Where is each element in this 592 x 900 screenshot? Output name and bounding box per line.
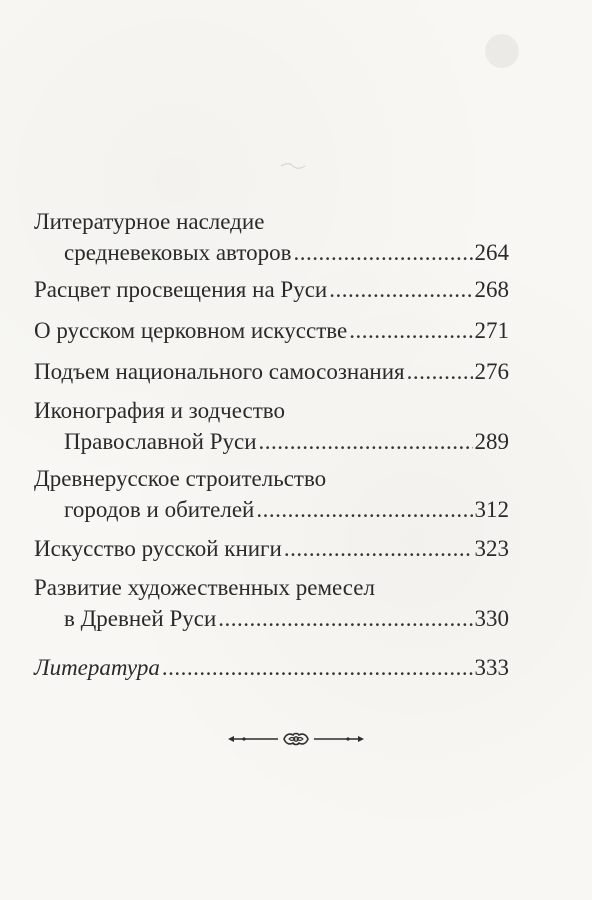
- toc-entry-title-line: Иконография и зодчество: [34, 398, 285, 423]
- toc-entry-title-line: Расцвет просвещения на Руси: [34, 277, 328, 302]
- dot-leader: [259, 426, 473, 457]
- dot-leader: [256, 494, 472, 525]
- page-number: 276: [474, 359, 509, 384]
- toc-entry-title-line: Подъем национального самосознания: [34, 359, 405, 384]
- page-number: 271: [474, 318, 509, 343]
- ornamental-divider-icon: [226, 729, 366, 749]
- dot-leader: [293, 237, 472, 268]
- dot-leader: [162, 652, 473, 683]
- toc-entry-title-line: Православной Руси: [64, 429, 257, 454]
- toc-entry[interactable]: [34, 315, 509, 346]
- toc-entry[interactable]: [34, 463, 509, 525]
- toc-entry-title-line: Искусство русской книги: [34, 536, 282, 561]
- toc-entry[interactable]: [34, 533, 509, 564]
- bleed-through-circle: [485, 34, 519, 68]
- toc-entry-title-line: городов и обителей: [64, 497, 255, 522]
- toc-entry-title-line: Древнерусское строительство: [34, 466, 327, 491]
- top-ornament-icon: [280, 162, 306, 170]
- dot-leader: [349, 315, 472, 346]
- toc-entry[interactable]: [34, 356, 509, 387]
- page-number: 323: [474, 536, 509, 561]
- toc-entry[interactable]: [34, 572, 509, 634]
- page-number: 330: [474, 606, 509, 631]
- dot-leader: [329, 274, 472, 305]
- toc-entry-title-line: средневековых авторов: [64, 240, 292, 265]
- dot-leader: [407, 356, 473, 387]
- page-number: 268: [474, 277, 509, 302]
- table-of-contents: [34, 206, 509, 683]
- page-number: 289: [474, 429, 509, 454]
- toc-entry-title-line: Литературное наследие: [34, 209, 265, 234]
- page-number: 264: [474, 240, 509, 265]
- dot-leader: [284, 533, 473, 564]
- toc-entry[interactable]: [34, 395, 509, 457]
- page-number: 333: [474, 655, 509, 680]
- toc-entry-title-line: в Древней Руси: [64, 606, 217, 631]
- toc-entry[interactable]: [34, 274, 509, 305]
- dot-leader: [218, 603, 472, 634]
- toc-entry-title-line: О русском церковном искусстве: [34, 318, 348, 343]
- toc-entry-title-line: Развитие художественных ремесел: [34, 575, 375, 600]
- toc-entry[interactable]: [34, 652, 509, 683]
- page-number: 312: [474, 497, 509, 522]
- toc-entry[interactable]: [34, 206, 509, 268]
- toc-entry-title-line: Литература: [34, 655, 160, 680]
